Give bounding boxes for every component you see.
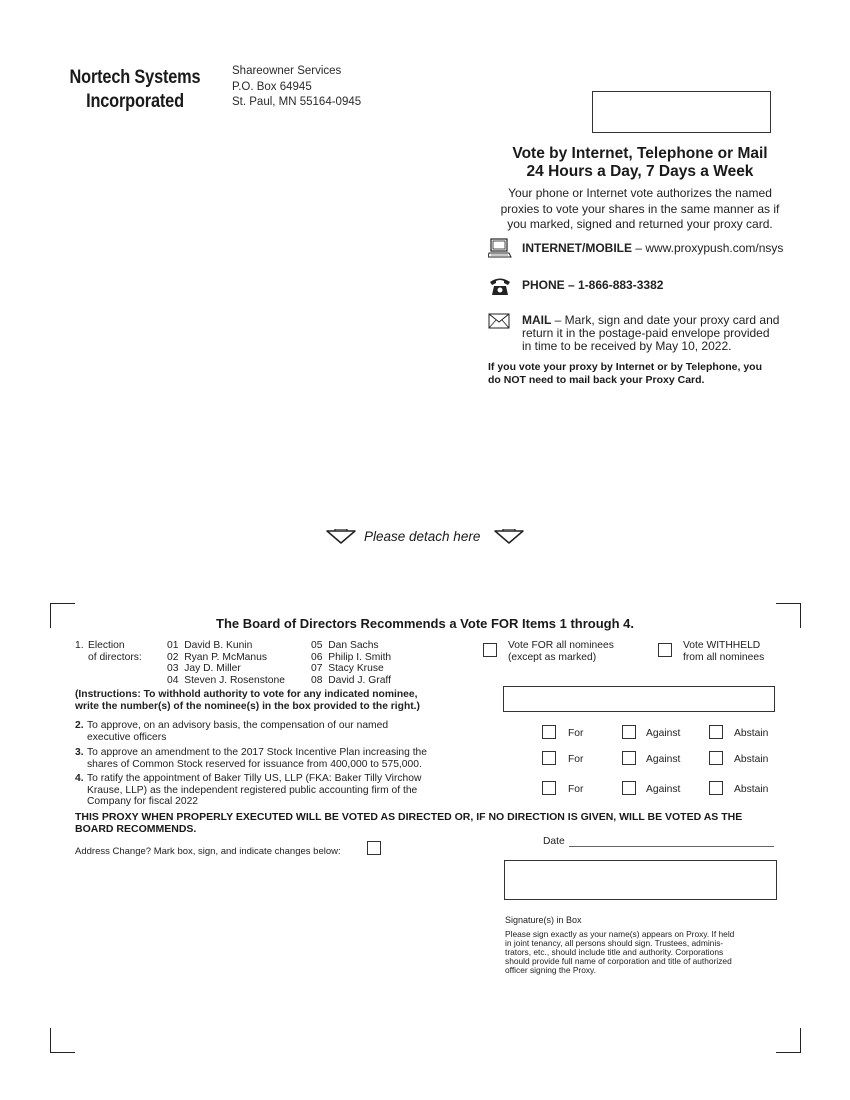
vote-desc-line3: you marked, signed and returned your proxy card.	[507, 217, 773, 231]
proposal-number: 2.	[75, 720, 84, 731]
proposal-text-line1: To ratify the appointment of Baker Tilly US, LLP (FKA: Baker Tilly Virchow	[87, 773, 422, 784]
telephone-icon	[488, 276, 512, 296]
company-name-line1: Nortech Systems	[69, 67, 201, 88]
item2-against-checkbox[interactable]	[622, 725, 636, 739]
instructions-line1: (Instructions: To withhold authority to vote for any indicated nominee,	[75, 689, 418, 700]
nominee-number: 01	[167, 640, 179, 651]
instructions-line2: write the number(s) of the nominee(s) in the box provided to the right.)	[75, 700, 420, 712]
nominee-list-col1	[167, 640, 307, 686]
item2-against-label: Against	[646, 728, 681, 739]
internet-label: INTERNET/MOBILE	[522, 241, 632, 255]
nominee-number: 08	[311, 674, 323, 686]
sign-instr-line: officer signing the Proxy.	[505, 965, 596, 975]
vote-for-all-line2: (except as marked)	[508, 651, 597, 663]
address-line2: P.O. Box 64945	[232, 80, 312, 93]
nominee-name: Jay D. Miller	[184, 663, 241, 674]
item4-against-checkbox[interactable]	[622, 781, 636, 795]
item1-label-line2: of directors:	[88, 651, 142, 663]
vote-methods-title	[490, 145, 790, 181]
detach-text: Please detach here	[364, 529, 481, 544]
proposal-text-line2: shares of Common Stock reserved for issuance from 400,000 to 575,000.	[87, 758, 422, 770]
date-input-line[interactable]	[569, 846, 774, 847]
nominee-number: 07	[311, 663, 323, 674]
vote-for-all-label	[508, 640, 614, 663]
vote-withheld-line2: from all nominees	[683, 651, 765, 663]
proxy-card-note	[488, 361, 803, 387]
mail-text-line2: return it in the postage-paid envelope provided	[522, 326, 770, 340]
nominee-item	[311, 675, 451, 687]
signing-instructions	[505, 930, 780, 975]
sign-instr-line: trators, etc., should include title and authority. Corporations	[505, 947, 724, 957]
crop-mark-bottom-left	[50, 1028, 75, 1053]
vote-for-all-line1: Vote FOR all nominees	[508, 640, 614, 651]
nominee-exception-input[interactable]	[503, 686, 775, 712]
vote-withheld-checkbox[interactable]	[658, 643, 672, 657]
mail-text-line3: in time to be received by May 10, 2022.	[522, 339, 732, 353]
nominee-name: Stacy Kruse	[328, 663, 384, 674]
nominee-number: 03	[167, 663, 179, 674]
item4-for-label: For	[568, 784, 584, 795]
company-name-line2: Incorporated	[86, 91, 184, 112]
item3-against-checkbox[interactable]	[622, 751, 636, 765]
nominee-item	[311, 640, 451, 652]
note-line2-a: do	[488, 374, 504, 386]
proxy-statement-line1: THIS PROXY WHEN PROPERLY EXECUTED WILL BE VOTED AS DIRECTED OR, IF NO DIRECTION IS GIVEN, WILL BE VOTED AS THE	[75, 811, 743, 823]
note-line2-not: NOT	[503, 374, 526, 386]
nominee-name: Steven J. Rosenstone	[184, 674, 285, 686]
nominee-list-col2	[311, 640, 451, 686]
nominee-name: David B. Kunin	[184, 640, 253, 651]
nominee-number: 02	[167, 651, 179, 663]
control-number-box	[592, 91, 771, 133]
nominee-name: Ryan P. McManus	[184, 651, 267, 663]
computer-icon	[488, 238, 512, 260]
item2-for-checkbox[interactable]	[542, 725, 556, 739]
proxy-statement-line2: BOARD RECOMMENDS.	[75, 822, 197, 835]
nominee-name: David J. Graff	[328, 674, 391, 686]
item3-for-label: For	[568, 754, 584, 765]
internet-url[interactable]: – www.proxypush.com/nsys	[632, 241, 784, 255]
proposal-text-line2: Krause, LLP) as the independent registered public accounting firm of the	[87, 784, 418, 796]
proxy-statement	[75, 812, 785, 835]
vote-withheld-label	[683, 640, 764, 663]
proposal-item	[75, 747, 475, 770]
arrow-down-icon	[326, 529, 356, 545]
address-change-checkbox[interactable]	[367, 841, 381, 855]
signature-box[interactable]	[504, 860, 777, 900]
internet-method	[488, 242, 808, 262]
arrow-down-icon	[494, 529, 524, 545]
nominee-number: 06	[311, 651, 323, 663]
item4-abstain-label: Abstain	[734, 784, 769, 795]
shareowner-address	[232, 64, 361, 111]
vote-description	[490, 186, 790, 233]
proposal-item	[75, 773, 475, 808]
nominee-name: Philip I. Smith	[328, 651, 392, 663]
item1-label	[88, 640, 142, 663]
address-line3: St. Paul, MN 55164-0945	[232, 96, 362, 108]
nominee-item	[167, 663, 307, 675]
mail-method	[488, 314, 808, 356]
item4-for-checkbox[interactable]	[542, 781, 556, 795]
item3-abstain-checkbox[interactable]	[709, 751, 723, 765]
item4-abstain-checkbox[interactable]	[709, 781, 723, 795]
phone-method	[488, 279, 808, 299]
sign-instr-line: Please sign exactly as your name(s) appears on Proxy. If held	[505, 929, 735, 939]
proposal-number: 3.	[75, 747, 84, 758]
nominee-item	[311, 663, 451, 675]
nominee-name: Dan Sachs	[328, 640, 379, 651]
vote-title-line2: 24 Hours a Day, 7 Days a Week	[526, 163, 754, 180]
vote-withheld-line1: Vote WITHHELD	[683, 640, 761, 651]
nominee-item	[311, 652, 451, 664]
signature-label: Signature(s) in Box	[505, 915, 582, 925]
item2-abstain-checkbox[interactable]	[709, 725, 723, 739]
proposal-text-line1: To approve an amendment to the 2017 Stock Incentive Plan increasing the	[87, 747, 428, 758]
crop-mark-bottom-right	[776, 1028, 801, 1053]
board-recommendation-title: The Board of Directors Recommends a Vote FOR Items 1 through 4.	[216, 616, 634, 631]
note-line1: If you vote your proxy by Internet or by Telephone, you	[488, 361, 763, 373]
proposal-item	[75, 720, 475, 743]
mail-text-line1: – Mark, sign and date your proxy card and	[551, 313, 780, 327]
sign-instr-line: should provide full name of corporation and title of authorized	[505, 956, 732, 966]
withhold-instructions	[75, 689, 475, 712]
company-name	[62, 66, 208, 114]
address-line1: Shareowner Services	[232, 65, 342, 77]
item1-label-line1: Election	[88, 640, 125, 651]
mail-label: MAIL	[522, 313, 552, 327]
phone-label[interactable]: PHONE – 1-866-883-3382	[522, 278, 664, 292]
nominee-number: 05	[311, 640, 323, 651]
item3-abstain-label: Abstain	[734, 754, 769, 765]
nominee-item	[167, 675, 307, 687]
item1-number: 1.	[75, 640, 84, 651]
date-label: Date	[543, 836, 565, 847]
item2-abstain-label: Abstain	[734, 728, 769, 739]
item2-for-label: For	[568, 728, 584, 739]
item4-against-label: Against	[646, 784, 681, 795]
proposal-text-line1: To approve, on an advisory basis, the compensation of our named	[87, 720, 389, 731]
vote-desc-line2: proxies to vote your shares in the same manner as if	[500, 201, 780, 216]
note-line2-b: need to mail back your Proxy Card.	[525, 374, 705, 386]
nominee-item	[167, 652, 307, 664]
nominee-number: 04	[167, 674, 179, 686]
detach-marker	[326, 527, 526, 547]
sign-instr-line: in joint tenancy, all persons should sign. Trustees, adminis-	[505, 938, 724, 948]
address-change-label: Address Change? Mark box, sign, and indicate changes below:	[75, 846, 341, 857]
proposal-text-line2: executive officers	[87, 731, 167, 743]
item3-against-label: Against	[646, 754, 681, 765]
proposal-text-line3: Company for fiscal 2022	[87, 796, 199, 807]
proposal-number: 4.	[75, 773, 84, 784]
vote-for-all-checkbox[interactable]	[483, 643, 497, 657]
envelope-icon	[488, 313, 510, 329]
vote-title-line1: Vote by Internet, Telephone or Mail	[512, 145, 768, 162]
vote-desc-line1: Your phone or Internet vote authorizes the named	[508, 186, 772, 200]
nominee-item	[167, 640, 307, 652]
item3-for-checkbox[interactable]	[542, 751, 556, 765]
